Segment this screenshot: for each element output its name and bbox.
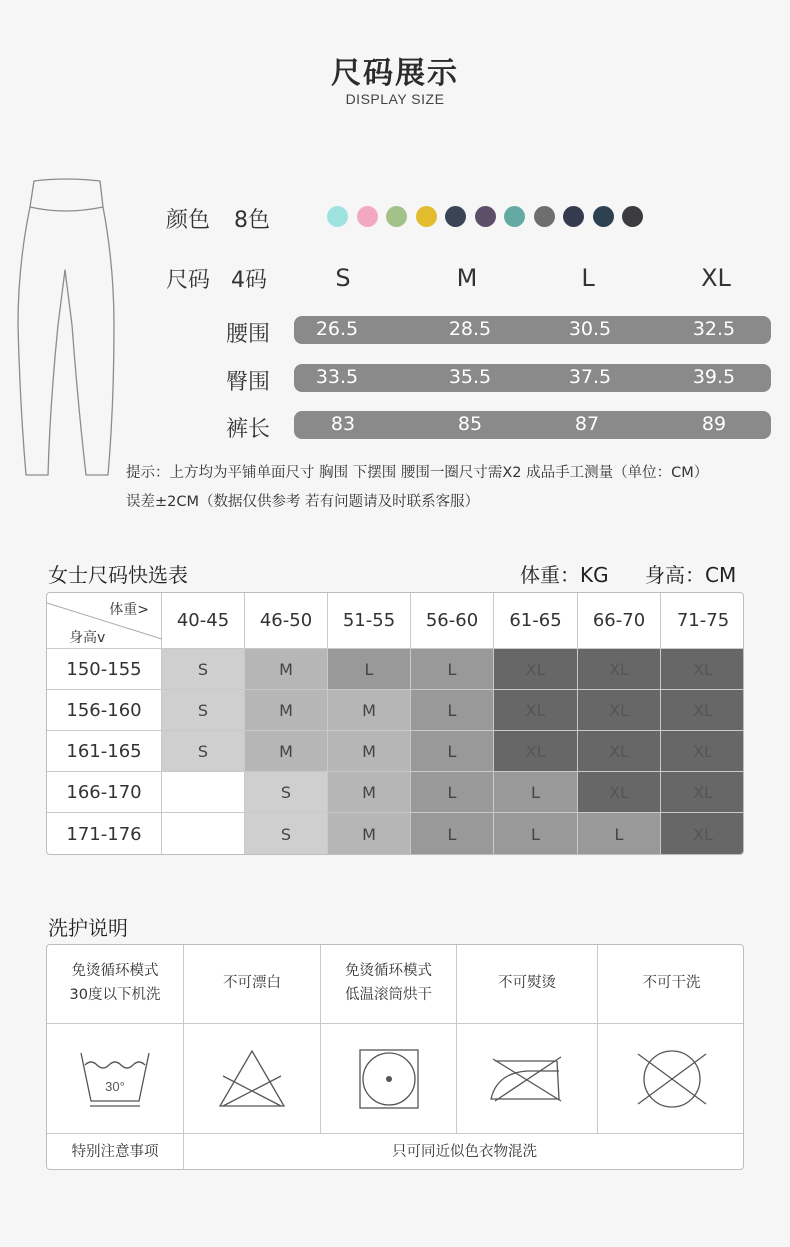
page-subtitle: DISPLAY SIZE — [345, 91, 445, 107]
height-row-header: 171-176 — [47, 813, 162, 855]
size-quick-table — [46, 592, 744, 855]
size-cell: XL — [578, 731, 661, 772]
size-cell: L — [411, 649, 494, 690]
care-text-3-line1: 免烫循环模式 — [345, 963, 432, 980]
size-cell: XL — [661, 649, 744, 690]
waist-value-m: 28.5 — [448, 318, 492, 340]
size-cell: XL — [578, 772, 661, 813]
height-unit: 身高：CM — [645, 563, 737, 587]
weight-header: 46-50 — [245, 593, 328, 649]
size-cell: S — [162, 731, 245, 772]
size-cell: M — [245, 731, 328, 772]
corner-weight-label: 体重> — [109, 602, 149, 618]
size-cell: S — [245, 813, 328, 855]
weight-header: 71-75 — [661, 593, 744, 649]
size-cell: L — [411, 813, 494, 855]
no-iron-icon — [487, 1051, 567, 1107]
care-text-4 — [457, 945, 598, 1024]
size-count: 4码 — [231, 268, 267, 293]
size-cell: M — [328, 772, 411, 813]
size-cell: L — [411, 731, 494, 772]
size-cell: L — [328, 649, 411, 690]
height-row-header: 161-165 — [47, 731, 162, 772]
waist-value-xl: 32.5 — [692, 318, 736, 340]
care-text-3 — [321, 945, 457, 1024]
height-row-header: 156-160 — [47, 690, 162, 731]
size-cell — [162, 813, 245, 855]
size-cell: L — [494, 813, 578, 855]
weight-header: 56-60 — [411, 593, 494, 649]
size-cell: XL — [494, 731, 578, 772]
care-icon-cell-4 — [457, 1024, 598, 1134]
size-cell: XL — [661, 731, 744, 772]
size-label: 尺码 — [166, 268, 211, 293]
size-cell: XL — [578, 649, 661, 690]
length-value-m: 85 — [457, 413, 483, 435]
size-letter-xl: XL — [701, 264, 731, 292]
size-letter-s: S — [335, 264, 351, 292]
size-cell: M — [328, 690, 411, 731]
height-row-header: 150-155 — [47, 649, 162, 690]
color-swatch — [327, 206, 348, 227]
size-cell: L — [411, 772, 494, 813]
care-text-2-line1: 不可漂白 — [223, 975, 281, 992]
care-text-2 — [184, 945, 321, 1024]
color-swatch — [593, 206, 614, 227]
length-value-l: 87 — [574, 413, 600, 435]
page-title: 尺码展示 — [331, 56, 459, 91]
waist-label: 腰围 — [225, 322, 270, 347]
color-label: 颜色 — [166, 208, 211, 233]
care-icon-cell-5 — [598, 1024, 744, 1134]
size-cell: M — [328, 813, 411, 855]
size-cell: XL — [661, 772, 744, 813]
size-cell: XL — [494, 690, 578, 731]
size-cell: L — [494, 772, 578, 813]
length-bar — [294, 411, 771, 439]
size-cell: S — [162, 649, 245, 690]
waist-value-s: 26.5 — [315, 318, 359, 340]
size-cell: XL — [661, 813, 744, 855]
color-swatch — [386, 206, 407, 227]
length-value-s: 83 — [330, 413, 356, 435]
size-cell: M — [328, 731, 411, 772]
size-cell: M — [245, 690, 328, 731]
care-table — [46, 944, 744, 1170]
hip-bar — [294, 364, 771, 392]
size-letter-l: L — [581, 264, 595, 292]
care-footer-text: 只可同近似色衣物混洗 — [392, 1143, 537, 1160]
care-text-1-line2: 30度以下机洗 — [69, 987, 161, 1003]
no-dry-clean-icon — [632, 1046, 712, 1112]
hip-value-m: 35.5 — [448, 366, 492, 388]
weight-header: 40-45 — [162, 593, 245, 649]
size-cell: L — [578, 813, 661, 855]
weight-header: 61-65 — [494, 593, 578, 649]
size-cell: S — [162, 690, 245, 731]
size-cell: XL — [661, 690, 744, 731]
quick-table-title: 女士尺码快选表 — [48, 563, 188, 587]
no-bleach-icon — [217, 1048, 287, 1110]
height-row-header: 166-170 — [47, 772, 162, 813]
care-icon-cell-2 — [184, 1024, 321, 1134]
hip-value-s: 33.5 — [315, 366, 359, 388]
waist-bar — [294, 316, 771, 344]
care-icon-cell-3 — [321, 1024, 457, 1134]
wash-30-icon — [75, 1049, 155, 1109]
care-text-4-line1: 不可熨烫 — [498, 975, 556, 992]
size-cell: XL — [578, 690, 661, 731]
size-cell: XL — [494, 649, 578, 690]
measurement-note-line1: 提示：上方均为平铺单面尺寸 胸围 下摆围 腰围一圈尺寸需X2 成品手工测量（单位：CM） — [126, 465, 709, 481]
weight-header: 66-70 — [578, 593, 661, 649]
care-footer-label: 特别注意事项 — [47, 1134, 184, 1170]
weight-unit: 体重：KG — [520, 563, 609, 587]
care-title: 洗护说明 — [48, 916, 128, 940]
color-swatch — [534, 206, 555, 227]
measurement-note-line2: 误差±2CM（数据仅供参考 若有问题请及时联系客服） — [126, 494, 480, 510]
length-value-xl: 89 — [701, 413, 727, 435]
size-letter-m: M — [456, 264, 478, 292]
color-swatch — [475, 206, 496, 227]
care-text-3-line2: 低温滚筒烘干 — [345, 987, 432, 1003]
color-swatch — [445, 206, 466, 227]
wash-temperature-text: 30° — [105, 1078, 125, 1094]
weight-header: 51-55 — [328, 593, 411, 649]
waist-value-l: 30.5 — [568, 318, 612, 340]
care-icon-cell-1 — [47, 1024, 184, 1134]
tumble-dry-low-icon — [358, 1048, 420, 1110]
size-cell: L — [411, 690, 494, 731]
leggings-illustration — [10, 175, 120, 480]
color-swatch — [357, 206, 378, 227]
color-swatch — [563, 206, 584, 227]
care-text-1 — [47, 945, 184, 1024]
color-count: 8色 — [234, 208, 270, 233]
size-cell: M — [245, 649, 328, 690]
care-text-1-line1: 免烫循环模式 — [71, 963, 159, 980]
color-swatch — [504, 206, 525, 227]
color-swatch — [416, 206, 437, 227]
care-text-5 — [598, 945, 744, 1024]
size-cell — [162, 772, 245, 813]
corner-height-label: 身高v — [69, 630, 106, 646]
size-cell: S — [245, 772, 328, 813]
care-text-5-line1: 不可干洗 — [642, 975, 701, 992]
color-swatch — [622, 206, 643, 227]
table-corner-cell — [47, 593, 162, 649]
hip-label: 臀围 — [225, 370, 270, 395]
hip-value-l: 37.5 — [568, 366, 612, 388]
length-label: 裤长 — [225, 417, 270, 442]
hip-value-xl: 39.5 — [692, 366, 736, 388]
